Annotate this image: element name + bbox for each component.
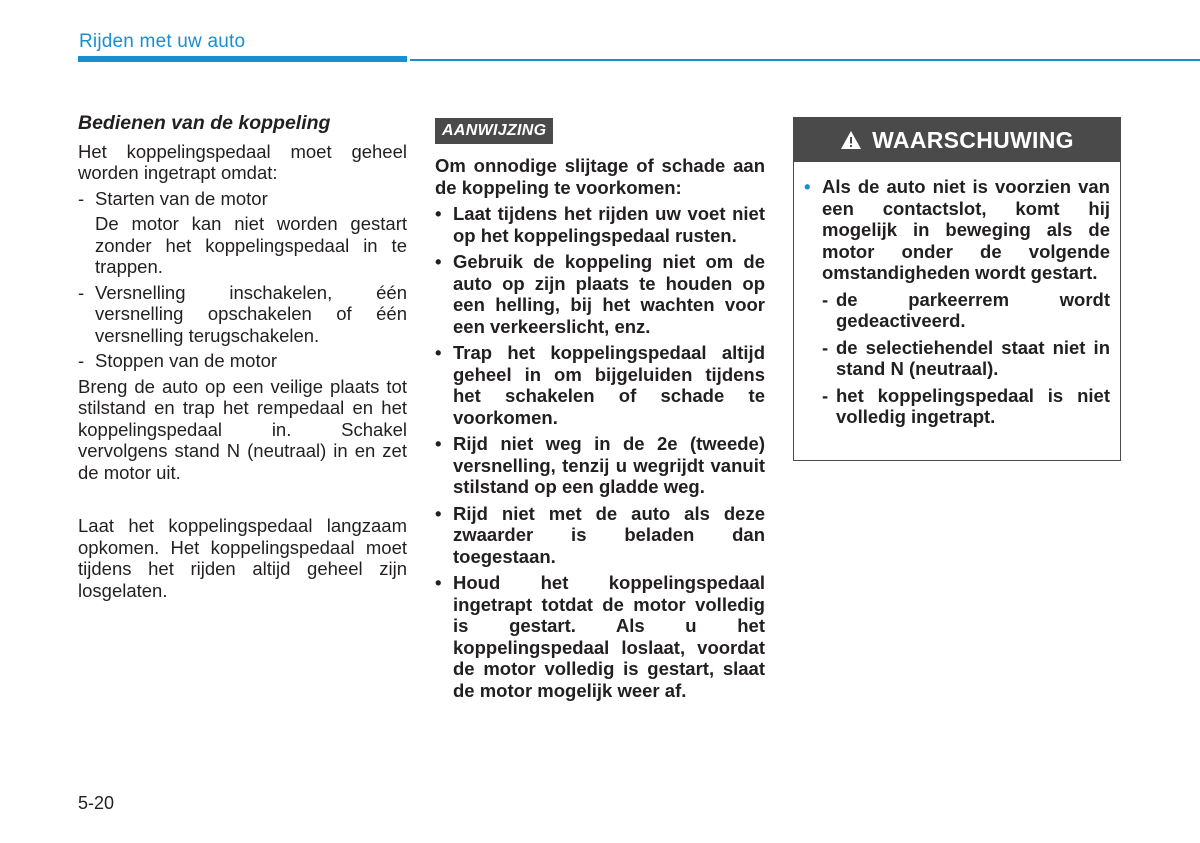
- note-bullet-text: Rijd niet weg in de 2e (tweede) versnelling, tenzij u wegrijdt vanuit stilstand op een gladde weg.: [453, 433, 765, 497]
- note-bullet-text: Houd het koppelingspedaal ingetrapt totdat de motor volledig is gestart. Als u het koppelingspedaal loslaat, voordat de motor volledig is gestart, slaat de motor mogelijk weer af.: [453, 572, 765, 701]
- bullet-marker: •: [435, 342, 442, 363]
- note-bullet-text: Gebruik de koppeling niet om de auto op zijn plaats te houden op een helling, bij het wachten voor een verkeerslicht, enz.: [453, 251, 765, 337]
- section-heading: Bedienen van de koppeling: [78, 112, 331, 134]
- list-item-label: Stoppen van de motor: [95, 350, 278, 371]
- list-item: [78, 350, 407, 372]
- warning-header: [794, 118, 1120, 162]
- warning-sub-item: [804, 337, 1110, 380]
- note-bullet: [435, 503, 765, 568]
- note-bullet: [435, 342, 765, 428]
- paragraph: Laat het koppelingspedaal langzaam opkomen. Het koppelingspedaal moet tijdens het rijden altijd geheel zijn losgelaten.: [78, 515, 407, 601]
- warning-sub-text: het koppelingspedaal is niet volledig ingetrapt.: [836, 384, 1110, 427]
- bullet-marker: •: [435, 502, 442, 524]
- note-bullet: [435, 251, 765, 337]
- bullet-marker: •: [435, 433, 442, 454]
- page-number: 5-20: [78, 793, 115, 813]
- list-item-label: Versnelling inschakelen, één versnelling opschakelen of één versnelling terugschakelen.: [95, 281, 407, 346]
- list-item-label: Starten van de motor: [95, 187, 268, 209]
- note-bullet-text: Laat tijdens het rijden uw voet niet op het koppelingspedaal rusten.: [453, 203, 765, 246]
- note-intro: Om onnodige slijtage of schade aan de koppeling te voorkomen:: [435, 155, 765, 198]
- note-badge: AANWIJZING: [435, 118, 553, 144]
- warning-bullet: [804, 176, 1110, 284]
- dash-marker: -: [822, 384, 829, 406]
- header-rule-thick: [78, 56, 407, 62]
- list-item: [78, 282, 407, 347]
- warning-bullet-text: Als de auto niet is voorzien van een contactslot, komt hij mogelijk in beweging als de motor onder de volgende omstandigheden wordt gestart.: [822, 176, 1110, 283]
- bullet-marker: •: [804, 176, 811, 197]
- left-column: [78, 113, 407, 605]
- warning-box: [793, 117, 1121, 461]
- dash-marker: -: [822, 336, 829, 358]
- note-bullet: [435, 433, 765, 498]
- note-bullet-text: Trap het koppelingspedaal altijd geheel in om bijgeluiden tijdens het schakelen of schade te voorkomen.: [453, 342, 765, 428]
- list-item: [78, 188, 407, 210]
- header-rule-thin: [410, 59, 1200, 61]
- warning-sub-text: de selectiehendel staat niet in stand N (neutraal).: [836, 336, 1110, 379]
- bullet-marker: •: [435, 251, 442, 272]
- warning-sub-item: [804, 289, 1110, 332]
- intro-text: Het koppelingspedaal moet geheel worden ingetrapt omdat:: [78, 140, 407, 183]
- bullet-marker: •: [435, 572, 442, 593]
- section-title: Rijden met uw auto: [79, 31, 246, 52]
- dash-marker: -: [822, 288, 829, 310]
- note-bullet: [435, 572, 765, 701]
- warning-sub-text: de parkeerrem wordt gedeactiveerd.: [836, 288, 1110, 331]
- warning-title: WAARSCHUWING: [872, 126, 1074, 153]
- warning-sub-item: [804, 385, 1110, 428]
- note-bullet: [435, 203, 765, 246]
- warning-triangle-icon: [840, 130, 862, 150]
- dash-marker: -: [78, 281, 85, 303]
- list-item-detail: De motor kan niet worden gestart zonder het koppelingspedaal in te trappen.: [95, 213, 407, 277]
- dash-marker: -: [78, 350, 85, 371]
- note-bullet-text: Rijd niet met de auto als deze zwaarder is beladen dan toegestaan.: [453, 502, 765, 567]
- note-column: [435, 118, 765, 701]
- dash-marker: -: [78, 187, 85, 209]
- warning-body: [794, 162, 1120, 428]
- paragraph: Breng de auto op een veilige plaats tot stilstand en trap het rempedaal en het koppelingspedaal in. Schakel vervolgens stand N (neutraal) in en zet de motor uit.: [78, 375, 407, 483]
- bullet-marker: •: [435, 203, 442, 224]
